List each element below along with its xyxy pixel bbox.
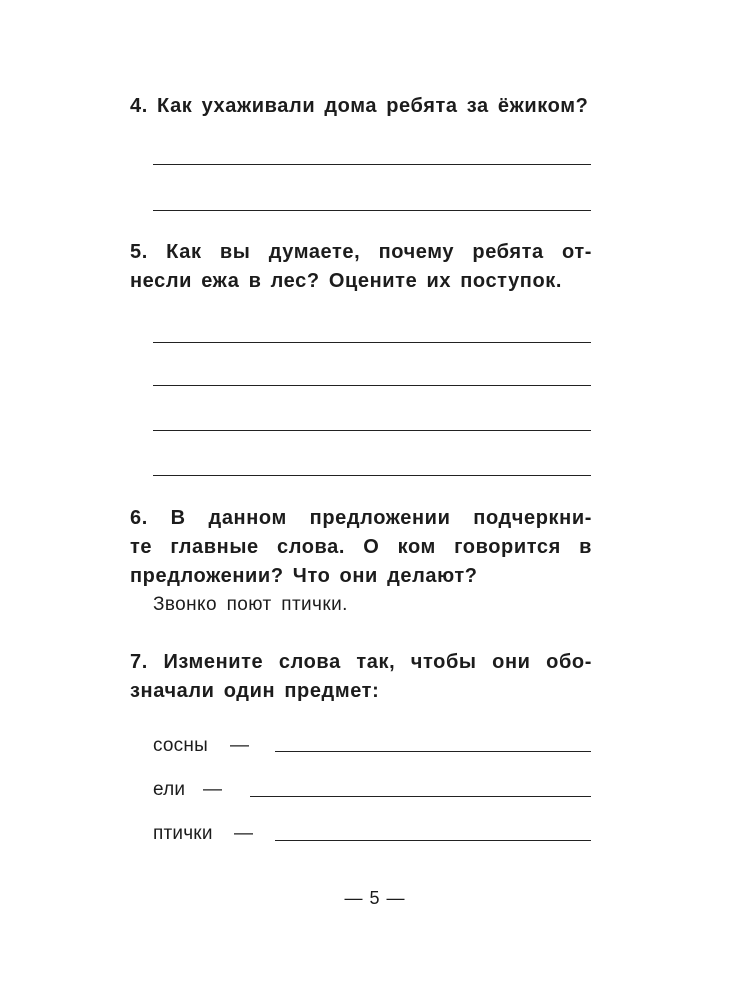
answer-line[interactable] (153, 342, 591, 343)
question-7-line: 7. Измените слова так, чтобы они обо- (130, 651, 592, 673)
word-item: птички (153, 823, 213, 844)
page-number: — 5 — (344, 888, 406, 908)
answer-line[interactable] (153, 164, 591, 165)
question-5-line: несли ежа в лес? Оцените их поступок. (130, 270, 563, 292)
example-sentence: Звонко поют птички. (153, 594, 348, 615)
word-answer-line[interactable] (250, 796, 591, 797)
word-item: ели (153, 779, 186, 800)
word-dash: — (234, 823, 253, 844)
question-5 (130, 238, 592, 296)
answer-line[interactable] (153, 475, 591, 476)
word-dash: — (230, 735, 249, 756)
question-4-line: 4. Как ухаживали дома ребята за ёжиком? (130, 95, 589, 117)
word-answer-line[interactable] (275, 751, 591, 752)
question-6-line: 6. В данном предложении подчеркни- (130, 507, 592, 529)
answer-line[interactable] (153, 385, 591, 386)
question-7 (130, 648, 592, 706)
question-7-line: значали один предмет: (130, 680, 380, 702)
question-6-line: те главные слова. О ком говорится в (130, 536, 592, 558)
question-6 (130, 504, 592, 591)
answer-line[interactable] (153, 210, 591, 211)
word-item: сосны (153, 735, 208, 756)
word-dash: — (203, 779, 222, 800)
question-4 (130, 92, 592, 121)
answer-line[interactable] (153, 430, 591, 431)
word-answer-line[interactable] (275, 840, 591, 841)
question-5-line: 5. Как вы думаете, почему ребята от- (130, 241, 592, 263)
question-6-line: предложении? Что они делают? (130, 565, 478, 587)
